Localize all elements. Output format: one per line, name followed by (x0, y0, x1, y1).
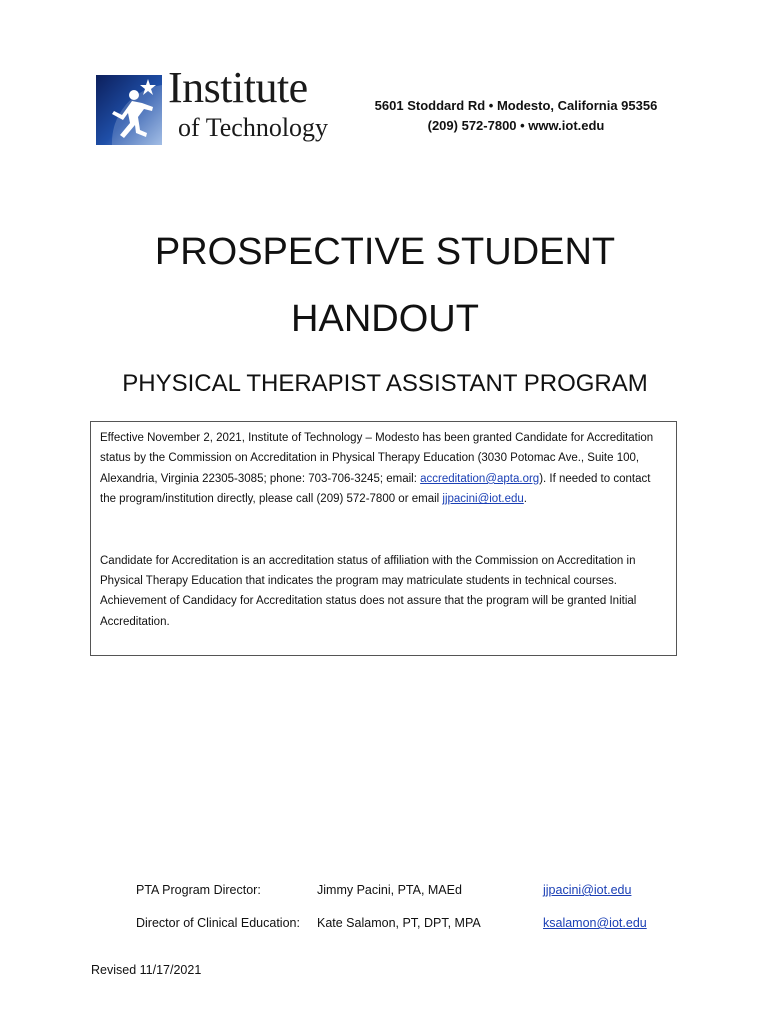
revision-date: Revised 11/17/2021 (91, 963, 202, 977)
address-street: 5601 Stoddard Rd • Modesto, California 95356 (374, 98, 658, 113)
page-title-line-1: PROSPECTIVE STUDENT (154, 231, 616, 273)
logo-wordmark-institute: Institute (168, 63, 308, 112)
candidacy-paragraph: Candidate for Accreditation is an accreditation status of affiliation with the Commission on Accreditation in Physical Therapy Education that indicates the program may matriculate students in technical courses. Achievement of Candidacy for Accreditation status does not assure that the program will be granted Initial Accreditation. (100, 554, 637, 628)
contact-email-link[interactable]: jjpacini@iot.edu (543, 883, 632, 897)
logo-wordmark-technology: of Technology (178, 113, 329, 142)
notice-text-b: ). If needed to contact the program/institution directly, please call (209) 572-7800 or email (100, 472, 651, 506)
contact-role: Director of Clinical Education: (136, 916, 300, 930)
contact-role: PTA Program Director: (136, 883, 261, 897)
accreditation-paragraph (100, 428, 667, 510)
contact-row (136, 880, 696, 900)
contact-name: Kate Salamon, PT, DPT, MPA (317, 916, 481, 930)
contact-name: Jimmy Pacini, PTA, MAEd (317, 883, 462, 897)
notice-text-c: . (523, 493, 527, 506)
institute-logo (96, 63, 346, 146)
notice-text-a: Effective November 2, 2021, Institute of Technology – Modesto has been granted Candidate for Accreditation status by the Commission on Accreditation in Physical Therapy Education (3030 Potomac Ave., Suite 100, Alexandria, Virginia 22305-3085; phone: 703-706-3245; email: (100, 432, 654, 485)
address-contact: (209) 572-7800 • www.iot.edu (427, 118, 605, 133)
contact-row (136, 913, 696, 933)
contact-email-link[interactable]: ksalamon@iot.edu (543, 916, 647, 930)
apta-email-link[interactable]: accreditation@apta.org (420, 472, 540, 485)
institute-address (356, 96, 676, 136)
program-email-link[interactable]: jjpacini@iot.edu (442, 493, 524, 506)
page-title-line-2: HANDOUT (291, 298, 479, 340)
runner-star-logo-icon (96, 75, 162, 145)
program-subtitle: PHYSICAL THERAPIST ASSISTANT PROGRAM (122, 370, 648, 397)
accreditation-notice-box (90, 421, 677, 656)
